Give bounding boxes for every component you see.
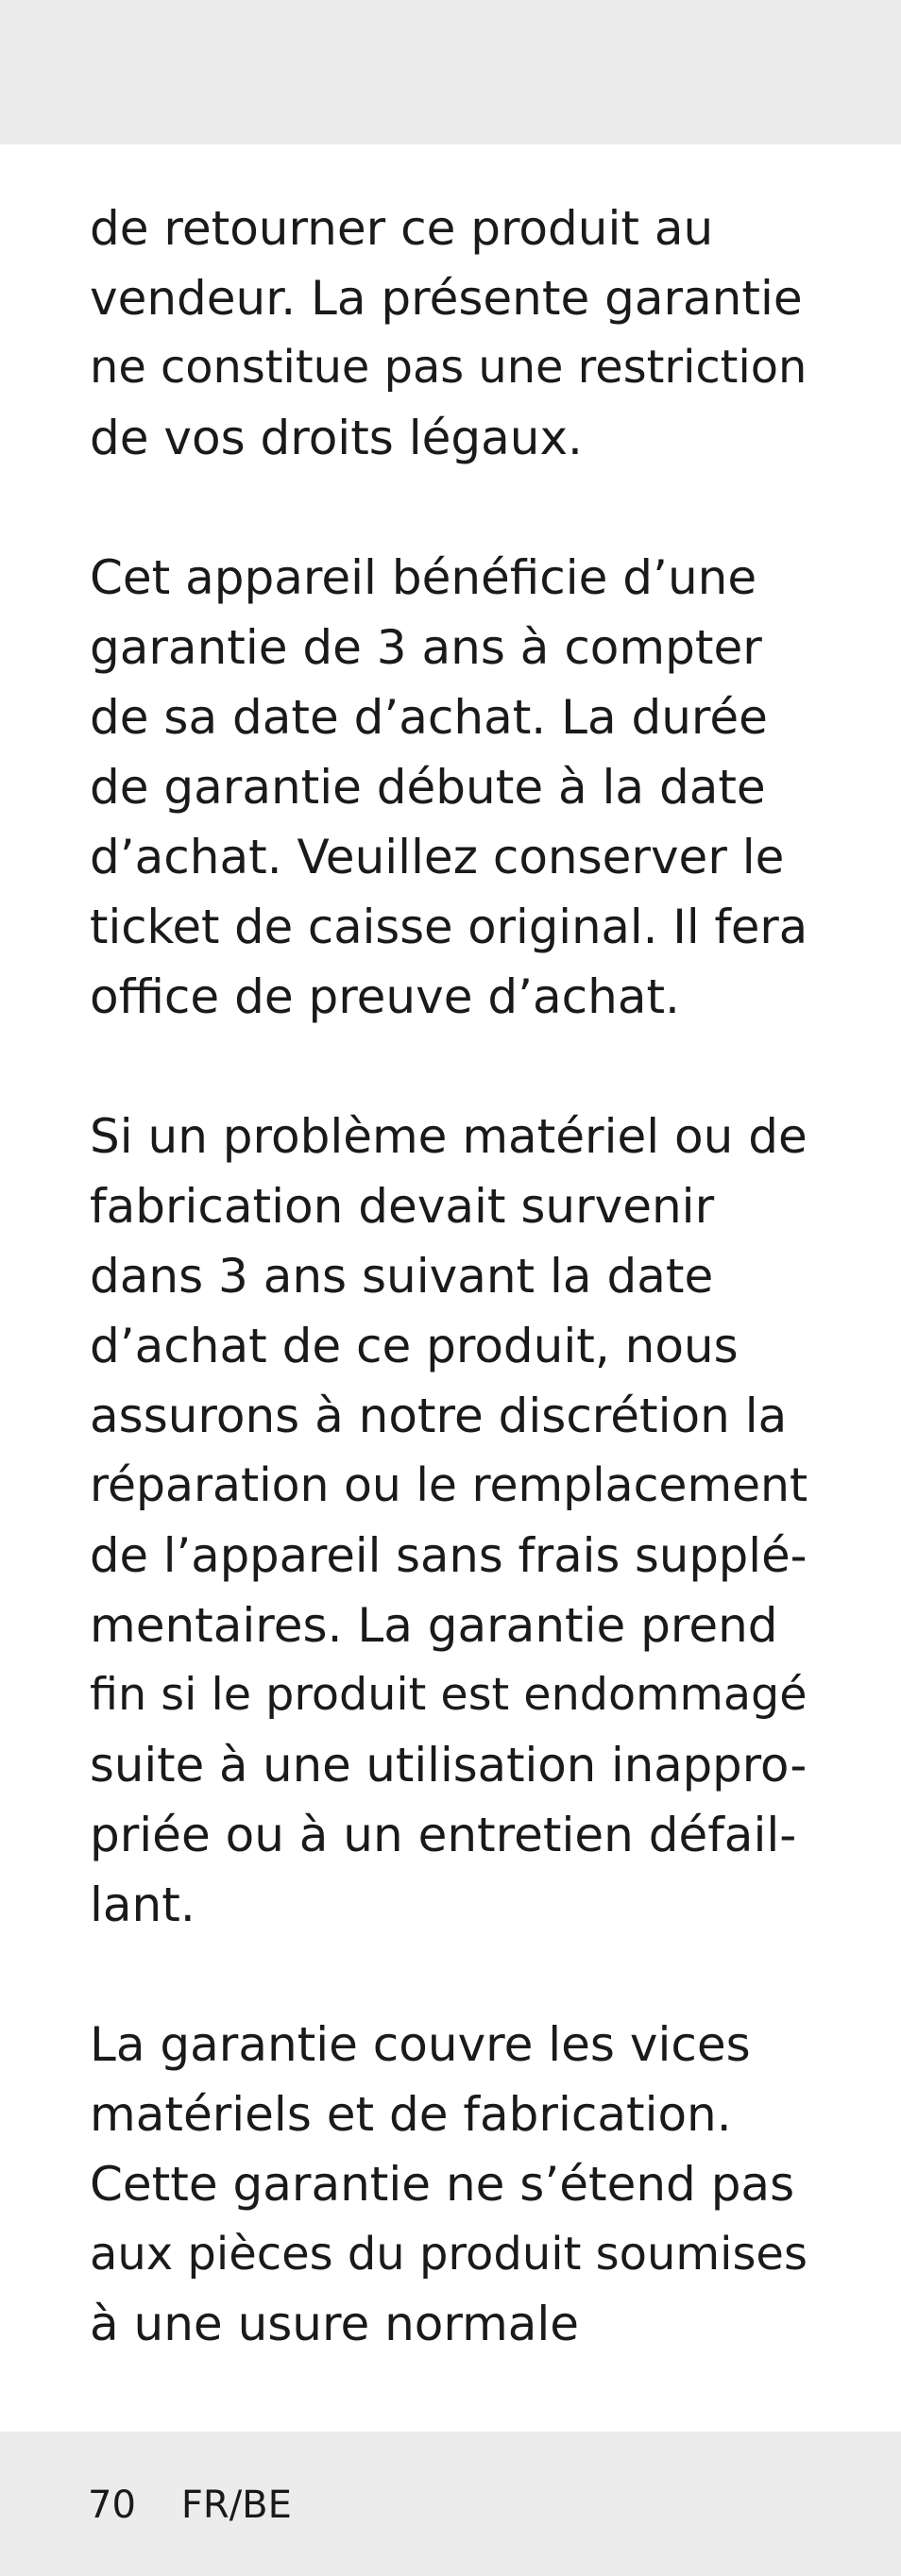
text-line: à une usure normale	[90, 2297, 580, 2351]
text-line: vendeur. La présente garantie	[90, 271, 803, 326]
text-line: garantie de 3 ans à compter	[90, 620, 762, 675]
text-line: dans 3 ans suivant la date	[90, 1249, 714, 1304]
text-line: lant.	[90, 1877, 196, 1932]
text-line: de retourner ce produit au	[90, 201, 714, 256]
text-line: mentaires. La garantie prend	[90, 1598, 778, 1653]
page-number: 70	[88, 2483, 136, 2527]
text-line: aux pièces du produit soumises	[90, 2228, 808, 2281]
locale-label: FR/BE	[180, 2483, 292, 2527]
text-line: Si un problème matériel ou de	[90, 1109, 808, 1164]
top-margin-band	[0, 0, 901, 144]
text-line: assurons à notre discrétion la	[90, 1389, 788, 1443]
text-line: Cet appareil bénéficie d’une	[90, 550, 757, 605]
text-line: de vos droits légaux.	[90, 411, 583, 465]
text-line: office de preuve d’achat.	[90, 969, 680, 1024]
text-line: fin si le produit est endommagé	[90, 1669, 808, 1721]
text-line: de garantie débute à la date	[90, 760, 766, 815]
text-line: fabrication devait survenir	[90, 1179, 715, 1234]
text-line: réparation ou le remplacement	[90, 1458, 808, 1512]
text-line: suite à une utilisation inappro-	[90, 1738, 808, 1793]
text-line: de l’appareil sans frais supplé-	[90, 1528, 808, 1583]
text-line: de sa date d’achat. La durée	[90, 690, 768, 745]
text-line: matériels et de fabrication.	[90, 2087, 732, 2142]
text-line: La garantie couvre les vices	[90, 2017, 751, 2072]
text-line: ne constitue pas une restriction	[90, 342, 808, 394]
text-line: d’achat de ce produit, nous	[90, 1319, 739, 1373]
text-line: d’achat. Veuillez conserver le	[90, 830, 785, 884]
text-line: Cette garantie ne s’étend pas	[90, 2157, 795, 2212]
paragraph-retour	[90, 194, 808, 473]
page-footer	[88, 2481, 292, 2530]
text-line: priée ou à un entretien défail-	[90, 1808, 797, 1862]
text-line: ticket de caisse original. Il fera	[90, 900, 808, 954]
paragraph-probleme	[90, 1102, 808, 1940]
page-body	[90, 194, 808, 2429]
paragraph-couverture	[90, 2010, 808, 2359]
paragraph-garantie-duree	[90, 543, 808, 1032]
